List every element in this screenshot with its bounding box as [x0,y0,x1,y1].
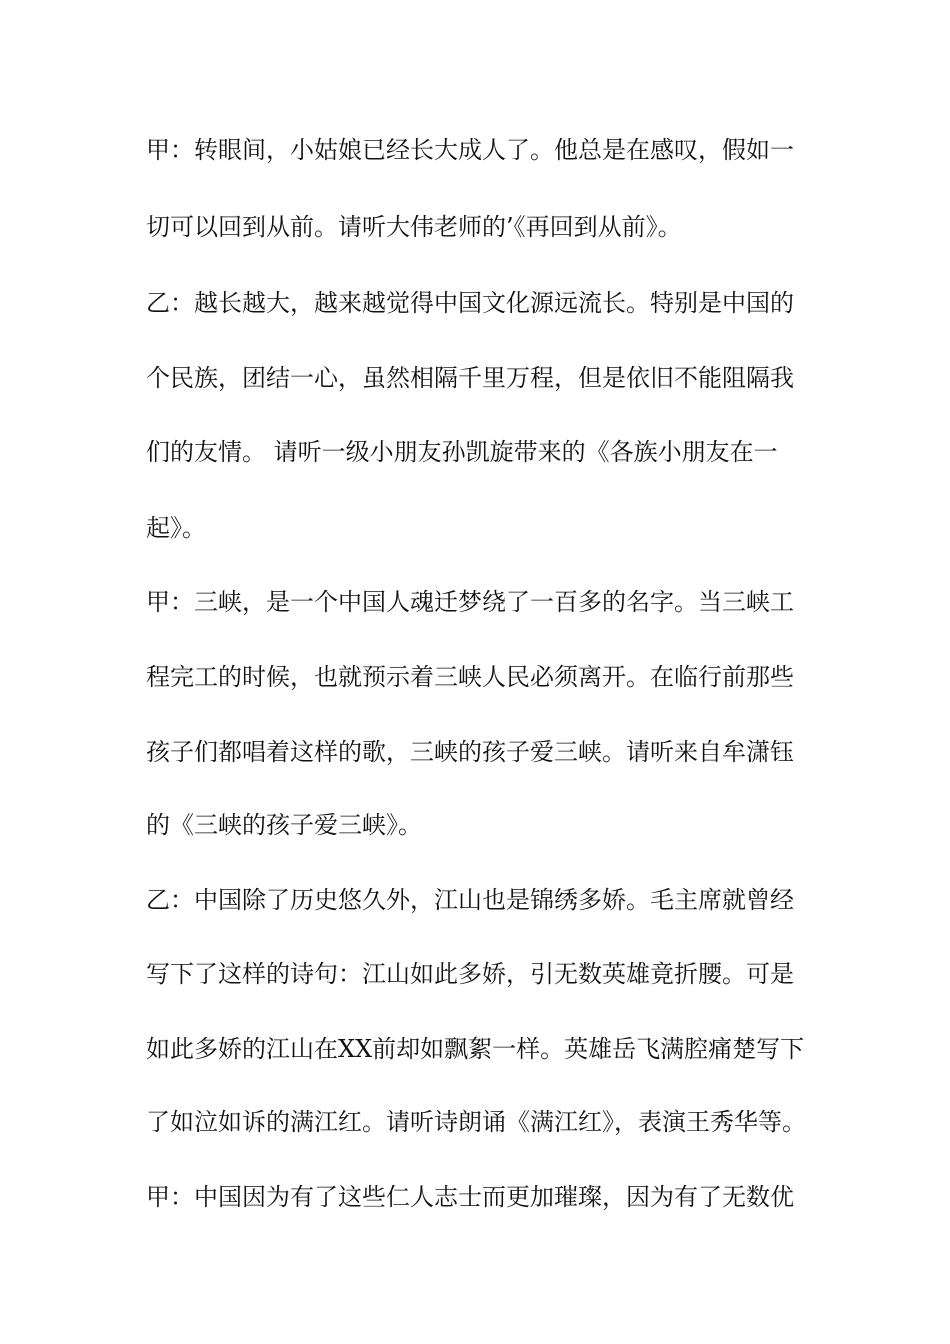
text-line: 孩子们都唱着这样的歌，三峡的孩子爱三峡。请听来自牟潇钰 [146,738,794,766]
text-line: 了如泣如诉的满江红。请听诗朗诵《满江红》，表演王秀华等。 [146,1108,806,1136]
text-line: 的《三峡的孩子爱三峡》。 [146,811,422,839]
text-line: 起》。 [146,514,206,542]
text-line: 甲：三峡，是一个中国人魂迁梦绕了一百多的名字。当三峡工 [146,588,794,616]
text-line: 如此多娇的江山在XX前却如飘絮一样。英雄岳飞满腔痛楚写下 [146,1035,805,1063]
text-line: 切可以回到从前。请听大伟老师的’《再回到从前》。 [146,213,682,241]
text-line: 程完工的时候，也就预示着三峡人民必须离开。在临行前那些 [146,663,794,691]
text-line: 甲：转眼间，小姑娘已经长大成人了。他总是在感叹，假如一 [146,136,794,164]
text-line: 乙：中国除了历史悠久外，江山也是锦绣多娇。毛主席就曾经 [146,886,794,914]
text-line: 个民族，团结一心，虽然相隔千里万程，但是依旧不能阻隔我 [146,364,794,392]
text-line: 们的友情。 请听一级小朋友孙凯旋带来的《各族小朋友在一 [146,438,778,466]
text-line: 乙：越长越大，越来越觉得中国文化源远流长。特别是中国的 [146,289,794,317]
text-line: 甲：中国因为有了这些仁人志士而更加璀璨，因为有了无数优 [146,1183,794,1211]
text-line: 写下了这样的诗句：江山如此多娇，引无数英雄竟折腰。可是 [146,960,794,988]
